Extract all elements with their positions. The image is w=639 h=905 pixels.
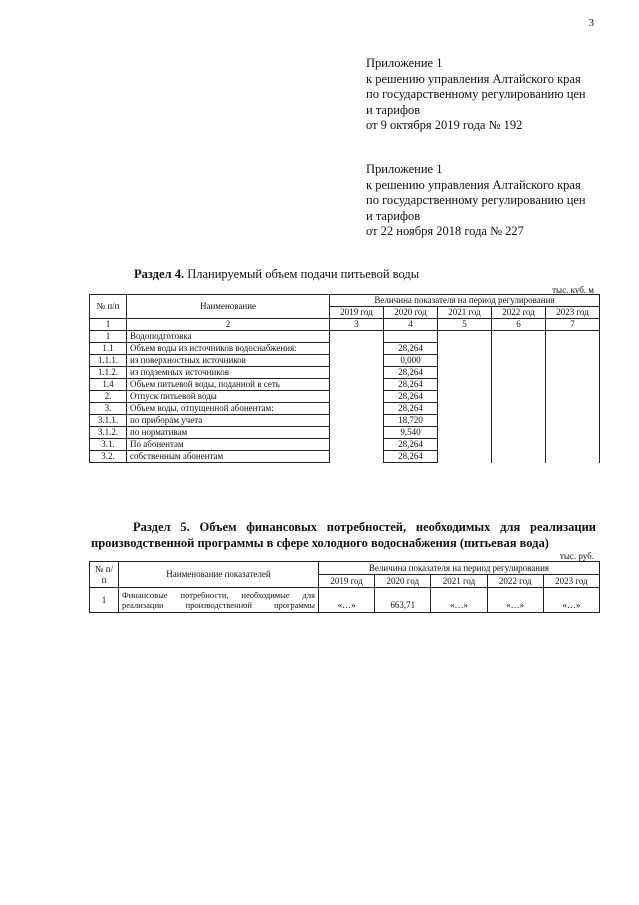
row-value-2019 (330, 331, 384, 343)
table-row (90, 415, 600, 427)
appendix-line: Приложение 1 (366, 162, 443, 176)
row-value: «…» (487, 588, 543, 613)
table-row (90, 343, 600, 355)
page-number: 3 (588, 17, 594, 29)
row-value-2019 (330, 367, 384, 379)
row-value-2022 (492, 367, 546, 379)
appendix-line: по государственному регулированию цен (366, 87, 586, 101)
row-value-2020: 0,000 (384, 355, 438, 367)
table-row (90, 439, 600, 451)
row-value-2021 (438, 331, 492, 343)
row-num: 3. (90, 403, 127, 415)
appendix-block-current (366, 56, 586, 134)
col-header-num: № п/п (90, 562, 119, 588)
col-header-year: 2019 год (319, 575, 375, 588)
row-name: из поверхностных источников (127, 355, 330, 367)
col-header-year: 2022 год (487, 575, 543, 588)
row-value-2023 (546, 439, 600, 451)
section-4-label: Раздел 4. (134, 267, 185, 281)
appendix-date-line: от 9 октября 2019 года № 192 (366, 118, 523, 132)
row-value-2022 (492, 427, 546, 439)
table-row (90, 427, 600, 439)
row-name: собственным абонентам (127, 451, 330, 463)
row-value: «…» (431, 588, 487, 613)
row-value-2021 (438, 367, 492, 379)
section-4-heading: Планируемый объем подачи питьевой воды (184, 267, 420, 281)
table-row (90, 367, 600, 379)
row-num: 1 (90, 331, 127, 343)
row-value-2020: 28,264 (384, 451, 438, 463)
row-value-2020: 28,264 (384, 439, 438, 451)
table-row (90, 403, 600, 415)
row-value-2022 (492, 439, 546, 451)
row-value-2021 (438, 343, 492, 355)
row-value-2023 (546, 379, 600, 391)
row-value-2019 (330, 403, 384, 415)
row-value-2021 (438, 391, 492, 403)
row-value-2020: 28,264 (384, 391, 438, 403)
row-name: по нормативам (127, 427, 330, 439)
row-value-2021 (438, 427, 492, 439)
row-name: Финансовые потребности, необходимые для реализации производственной программы (119, 588, 319, 613)
table-row (90, 331, 600, 343)
row-value-2019 (330, 379, 384, 391)
section-4-title (134, 266, 419, 282)
row-name: Водоподготовка (127, 331, 330, 343)
row-num: 1.1 (90, 343, 127, 355)
row-value-2020: 28,264 (384, 403, 438, 415)
row-value-2023 (546, 343, 600, 355)
row-num: 3.1.1. (90, 415, 127, 427)
row-value-2023 (546, 391, 600, 403)
col-header-name: Наименование (127, 295, 330, 319)
row-num: 1 (90, 588, 119, 613)
col-header-year: 2021 год (431, 575, 487, 588)
col-header-period: Величина показателя на период регулирования (330, 295, 600, 307)
col-header-year: 2022 год (492, 307, 546, 319)
col-header-year: 2020 год (384, 307, 438, 319)
row-num: 3.2. (90, 451, 127, 463)
row-value-2023 (546, 403, 600, 415)
appendix-date-line: от 22 ноября 2018 года № 227 (366, 224, 524, 238)
table-row (90, 379, 600, 391)
row-num: 1.4 (90, 379, 127, 391)
row-name: Объем воды, отпущенной абонентам: (127, 403, 330, 415)
col-header-year: 2020 год (375, 575, 431, 588)
col-header-year: 2023 год (543, 575, 599, 588)
section-5-units: тыс. руб. (559, 551, 594, 561)
financial-needs-table (89, 561, 600, 613)
row-name: Отпуск питьевой воды (127, 391, 330, 403)
section-5-title (91, 519, 596, 551)
row-value-2023 (546, 331, 600, 343)
row-value-2023 (546, 367, 600, 379)
col-header-year: 2023 год (546, 307, 600, 319)
row-value-2020: 28,264 (384, 343, 438, 355)
col-header-num: № п/п (90, 295, 127, 319)
col-header-year: 2019 год (330, 307, 384, 319)
table-row (90, 355, 600, 367)
row-value-2023 (546, 415, 600, 427)
appendix-line: и тарифов (366, 208, 421, 223)
col-header-name: Наименование показателей (119, 562, 319, 588)
row-value: «…» (319, 588, 375, 613)
row-value-2019 (330, 355, 384, 367)
col-number: 3 (330, 319, 384, 331)
table-row (90, 391, 600, 403)
row-value-2019 (330, 415, 384, 427)
row-value-2021 (438, 379, 492, 391)
row-value-2020 (384, 331, 438, 343)
row-num: 1.1.2. (90, 367, 127, 379)
row-name: из подземных источников (127, 367, 330, 379)
row-value-2020: 28,264 (384, 379, 438, 391)
row-value-2021 (438, 415, 492, 427)
col-number: 2 (127, 319, 330, 331)
row-value-2022 (492, 403, 546, 415)
row-name: По абонентам (127, 439, 330, 451)
table-row (90, 451, 600, 463)
row-value-2019 (330, 439, 384, 451)
row-num: 1.1.1. (90, 355, 127, 367)
row-value: 663,71 (375, 588, 431, 613)
col-number: 1 (90, 319, 127, 331)
section-5-label: Раздел 5. (133, 520, 190, 534)
row-value-2021 (438, 355, 492, 367)
table-row (90, 588, 600, 613)
row-name: по приборам учета (127, 415, 330, 427)
section-4-units: тыс. куб. м (552, 285, 594, 295)
col-header-year: 2021 год (438, 307, 492, 319)
row-num: 3.1. (90, 439, 127, 451)
row-value-2022 (492, 415, 546, 427)
row-value-2021 (438, 403, 492, 415)
row-value-2023 (546, 451, 600, 463)
appendix-line: Приложение 1 (366, 56, 443, 70)
row-name: Объем питьевой воды, поданной в сеть (127, 379, 330, 391)
row-num: 3.1.2. (90, 427, 127, 439)
row-name: Объем воды из источников водоснабжения: (127, 343, 330, 355)
col-number: 5 (438, 319, 492, 331)
row-value-2022 (492, 451, 546, 463)
appendix-block-original (366, 162, 586, 240)
row-value-2023 (546, 427, 600, 439)
col-number: 7 (546, 319, 600, 331)
col-number: 6 (492, 319, 546, 331)
row-value-2021 (438, 451, 492, 463)
row-value: «…» (543, 588, 599, 613)
water-volume-table (89, 294, 600, 463)
row-num: 2. (90, 391, 127, 403)
row-value-2020: 9,540 (384, 427, 438, 439)
row-value-2019 (330, 427, 384, 439)
row-value-2022 (492, 379, 546, 391)
row-value-2021 (438, 439, 492, 451)
appendix-line: по государственному регулированию цен (366, 193, 586, 207)
row-value-2020: 18,720 (384, 415, 438, 427)
appendix-line: и тарифов (366, 102, 421, 117)
row-value-2019 (330, 343, 384, 355)
appendix-line: к решению управления Алтайского края (366, 177, 581, 192)
row-value-2019 (330, 391, 384, 403)
row-value-2022 (492, 331, 546, 343)
appendix-line: к решению управления Алтайского края (366, 71, 581, 86)
row-value-2023 (546, 355, 600, 367)
row-value-2020: 28,264 (384, 367, 438, 379)
col-number: 4 (384, 319, 438, 331)
section-5-heading: Объем финансовых потребностей, необходимых для реализации производственной программы в сфере холодного водоснабжения (питьевая вода) (91, 520, 596, 550)
row-value-2019 (330, 451, 384, 463)
col-header-period: Величина показателя на период регулирования (319, 562, 600, 575)
row-value-2022 (492, 391, 546, 403)
row-value-2022 (492, 355, 546, 367)
row-value-2022 (492, 343, 546, 355)
